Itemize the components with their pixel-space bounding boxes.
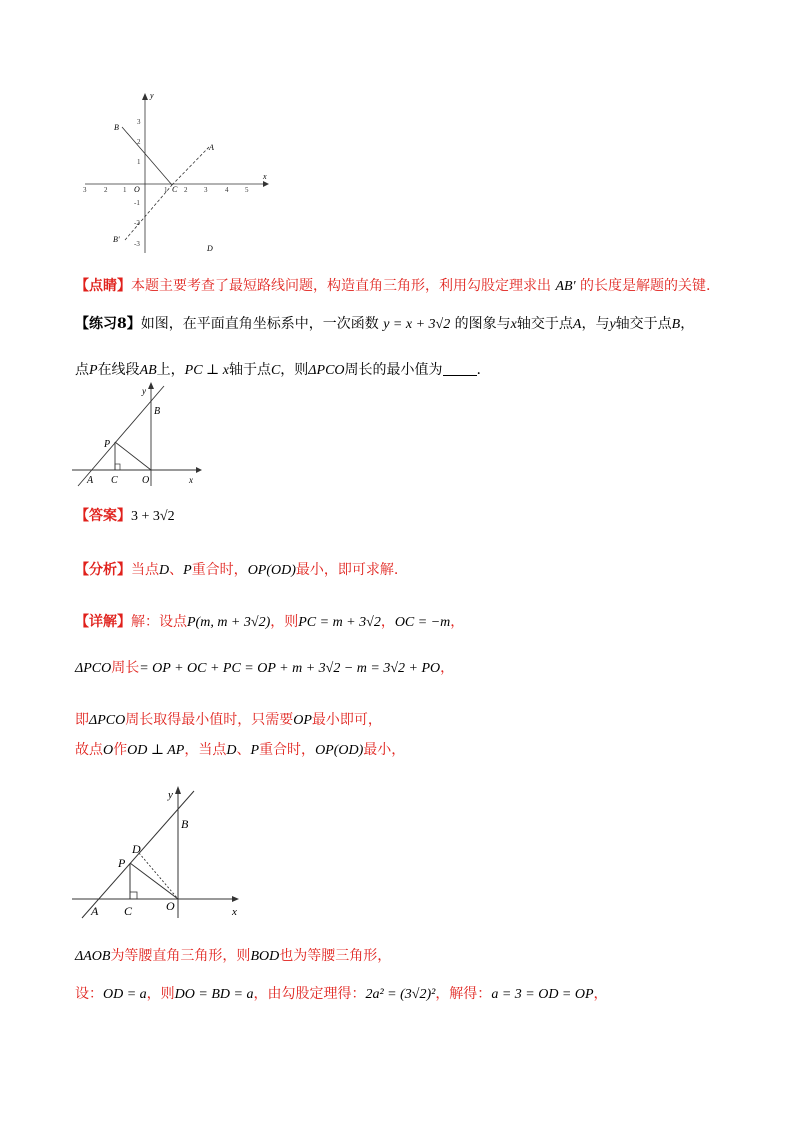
math-op-od: OP(OD) — [247, 563, 296, 578]
fig3-point-D: D — [132, 842, 141, 856]
math-P: P — [183, 563, 192, 578]
detail-tag: 【详解】 — [75, 614, 131, 630]
answer-value: 3 + 3√2 — [131, 509, 175, 524]
math-pythagoras: 2a² = (3√2)² — [365, 987, 436, 1002]
analysis-text: 重合时， — [191, 562, 248, 578]
last-line — [75, 984, 608, 1005]
dianjing-text: 本题主要考查了最短路线问题，构造直角三角形，利用勾股定理求出 — [131, 278, 551, 294]
last-text: ，解得： — [435, 986, 492, 1002]
math-function: y = x + 3√2 — [383, 317, 451, 332]
exercise-line-1 — [75, 314, 694, 335]
last-text: 设： — [75, 986, 103, 1002]
gu-line — [75, 740, 405, 761]
dianjing-text-end: 的长度是解题的关键. — [580, 278, 711, 294]
math-A: A — [572, 317, 582, 332]
exercise-text: ， — [680, 316, 695, 332]
fig2-point-C: C — [111, 475, 118, 486]
gu-text: 重合时， — [259, 742, 316, 758]
exercise-text: 轴于点 — [228, 362, 271, 378]
answer-blank — [443, 361, 477, 376]
fig2-x-label: x — [189, 475, 193, 485]
math-AB: AB — [139, 363, 157, 378]
fig1-xtick: 2 — [104, 186, 108, 194]
exercise-text: 轴交于点 — [615, 316, 672, 332]
fig2-y-label: y — [142, 386, 146, 396]
last-text: ， — [593, 986, 608, 1002]
fig1-xtick: 4 — [225, 186, 229, 194]
exercise-text: 周长的最小值为 — [344, 362, 443, 378]
math-result: a = 3 = OD = OP — [491, 987, 594, 1002]
answer-tag: 【答案】 — [75, 508, 131, 524]
exercise-text: 轴交于点 — [516, 316, 573, 332]
ji-text: 即 — [75, 712, 89, 728]
fig3-x-label: x — [232, 906, 237, 918]
fig1-point-D: D — [207, 244, 213, 253]
fig1-x-label: x — [263, 172, 267, 181]
fig1-xtick: 2 — [184, 186, 188, 194]
fig1-point-A: A — [209, 143, 214, 152]
fig2-point-B: B — [154, 406, 161, 417]
analysis-line — [75, 560, 398, 581]
fig2-point-A: A — [87, 475, 94, 486]
fig2-point-P: P — [104, 439, 111, 450]
detail-line — [75, 612, 464, 633]
math-D: D — [159, 563, 170, 578]
exercise-text: 的图象与 — [454, 316, 511, 332]
perimeter-line — [75, 658, 454, 679]
detail-text: 解：设点 — [131, 614, 187, 630]
fig3-point-P: P — [118, 856, 126, 870]
detail-text: ， — [450, 614, 465, 630]
math-triangle-pco: ΔPCO — [75, 661, 112, 676]
fig1-ytick: 1 — [137, 158, 141, 166]
math-P: P — [250, 743, 260, 758]
last-text: ，则 — [146, 986, 175, 1002]
analysis-text: 当点 — [131, 562, 159, 578]
detail-comma: ， — [380, 614, 395, 630]
analysis-sep: 、 — [169, 562, 184, 578]
math-do-bd: DO = BD = a — [174, 987, 254, 1002]
exercise-text: 上， — [156, 362, 185, 378]
exercise-tag: 【练习8】 — [75, 316, 141, 332]
math-x: x — [510, 317, 517, 332]
analysis-text: 最小，即可求解. — [295, 562, 399, 578]
aob-text: 为等腰直角三角形，则 — [110, 948, 251, 964]
dianjing-line — [75, 276, 710, 297]
fig1-xtick: 3 — [204, 186, 208, 194]
math-B: B — [671, 317, 681, 332]
exercise-text: . — [476, 362, 481, 378]
aob-text: 也为等腰三角形， — [279, 948, 392, 964]
math-od-perp-ap: OD ⊥ AP — [127, 743, 185, 758]
fig3-point-C: C — [124, 904, 133, 918]
exercise-text: 在线段 — [97, 362, 140, 378]
ji-text: 周长取得最小值时，只需要 — [125, 712, 294, 728]
math-oc: OC = −m — [394, 615, 451, 630]
fig1-xtick: 1 — [164, 186, 168, 194]
fig1-xtick: 3 — [83, 186, 87, 194]
math-triangle-pco: ΔPCO — [308, 363, 345, 378]
fig1-xtick: 1 — [123, 186, 127, 194]
ji-line — [75, 710, 382, 731]
perimeter-text: 周长 — [111, 660, 140, 676]
detail-text: ，则 — [270, 614, 299, 630]
fig3-point-O: O — [166, 899, 175, 913]
math-op-od: OP(OD) — [315, 743, 364, 758]
math-D: D — [226, 743, 237, 758]
exercise-text: ，则 — [280, 362, 309, 378]
gu-text: ，当点 — [184, 742, 227, 758]
perimeter-comma: ， — [440, 660, 455, 676]
math-y: y — [609, 317, 616, 332]
fig3-y-label: y — [168, 789, 173, 801]
fig3-point-B: B — [181, 817, 189, 831]
math-perp: PC ⊥ x — [184, 363, 229, 378]
gu-text: 故点 — [75, 742, 103, 758]
gu-sep: 、 — [236, 742, 251, 758]
fig1-point-B: B — [114, 123, 119, 132]
math-pc: PC = m + 3√2 — [298, 615, 381, 630]
fig1-point-C: C — [172, 185, 178, 194]
math-op: OP — [293, 713, 312, 728]
fig1-ytick: 3 — [137, 118, 141, 126]
math-point-p: P(m, m + 3√2) — [187, 615, 271, 630]
analysis-tag: 【分析】 — [75, 562, 131, 578]
fig1-y-label: y — [150, 91, 154, 100]
ji-text: 最小即可， — [311, 712, 382, 728]
exercise-text: 点 — [75, 362, 89, 378]
gu-text: 最小， — [363, 742, 406, 758]
aob-line — [75, 946, 391, 967]
math-od-a: OD = a — [103, 987, 147, 1002]
fig1-ytick: -1 — [134, 199, 140, 207]
fig1-ytick: -3 — [134, 240, 140, 248]
exercise-line-2 — [75, 360, 481, 381]
math-O: O — [103, 743, 114, 758]
figure-1-coordinate-graph — [80, 88, 275, 258]
math-triangle-aob: ΔAOB — [75, 949, 111, 964]
fig1-point-B-prime: B' — [113, 235, 120, 244]
last-text: ，由勾股定理得： — [253, 986, 366, 1002]
math-P: P — [89, 363, 98, 378]
math-perimeter-expr: = OP + OC + PC = OP + m + 3√2 − m = 3√2 + PO — [139, 661, 441, 676]
dianjing-tag: 【点睛】 — [75, 278, 131, 294]
figure-2-graph — [72, 382, 207, 488]
figure-3-graph — [72, 786, 244, 921]
math-triangle-pco: ΔPCO — [89, 713, 126, 728]
exercise-text: ，与 — [581, 316, 610, 332]
exercise-text: 如图，在平面直角坐标系中，一次函数 — [140, 316, 379, 332]
answer-line — [75, 506, 175, 527]
fig1-xtick: 5 — [245, 186, 249, 194]
math-C: C — [270, 363, 281, 378]
fig2-point-O: O — [142, 475, 150, 486]
fig3-point-A: A — [91, 904, 99, 918]
fig1-ytick: 2 — [137, 138, 141, 146]
math-ab-prime: AB' — [555, 279, 576, 294]
fig1-ytick: -2 — [134, 219, 140, 227]
gu-text: 作 — [113, 742, 128, 758]
math-bod: BOD — [250, 949, 280, 964]
fig1-point-O: O — [134, 185, 140, 194]
